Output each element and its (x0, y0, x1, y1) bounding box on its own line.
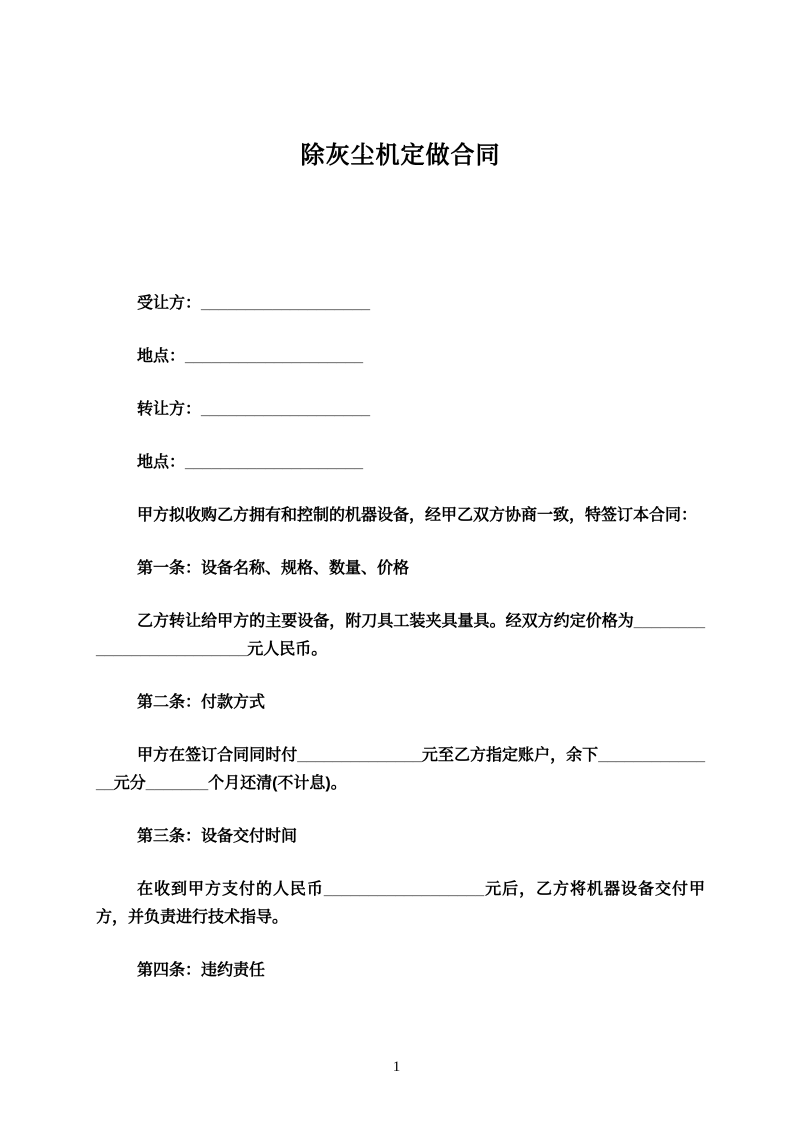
document-title: 除灰尘机定做合同 (300, 142, 501, 169)
fill-in-field-line: 转让方：___________________ (137, 401, 371, 418)
fill-in-field-line: 受让方：___________________ (137, 295, 371, 312)
body-paragraph: 在收到甲方支付的人民币__________________元后，乙方将机器设备交付甲方，并负责进行技术指导。 (96, 881, 705, 926)
section-heading: 第一条：设备名称、规格、数量、价格 (137, 560, 410, 577)
fill-in-field-line: 地点：____________________ (137, 348, 363, 365)
body-paragraph: 甲方在签订合同同时付______________元至乙方指定账户，余下______________元分_______个月还清(不计息)。 (96, 747, 705, 792)
body-paragraph: 甲方拟收购乙方拥有和控制的机器设备，经甲乙双方协商一致，特签订本合同： (137, 507, 698, 524)
page-number: 1 (392, 1059, 401, 1075)
fill-in-field-line: 地点：____________________ (137, 454, 363, 471)
document-body (96, 290, 705, 985)
section-heading: 第二条：付款方式 (137, 694, 266, 711)
body-paragraph: 乙方转让给甲方的主要设备，附刀具工装夹具量具。经双方约定价格为_________________________元人民币。 (96, 613, 705, 658)
section-heading: 第四条：违约责任 (137, 962, 266, 979)
section-heading: 第三条：设备交付时间 (137, 828, 298, 845)
